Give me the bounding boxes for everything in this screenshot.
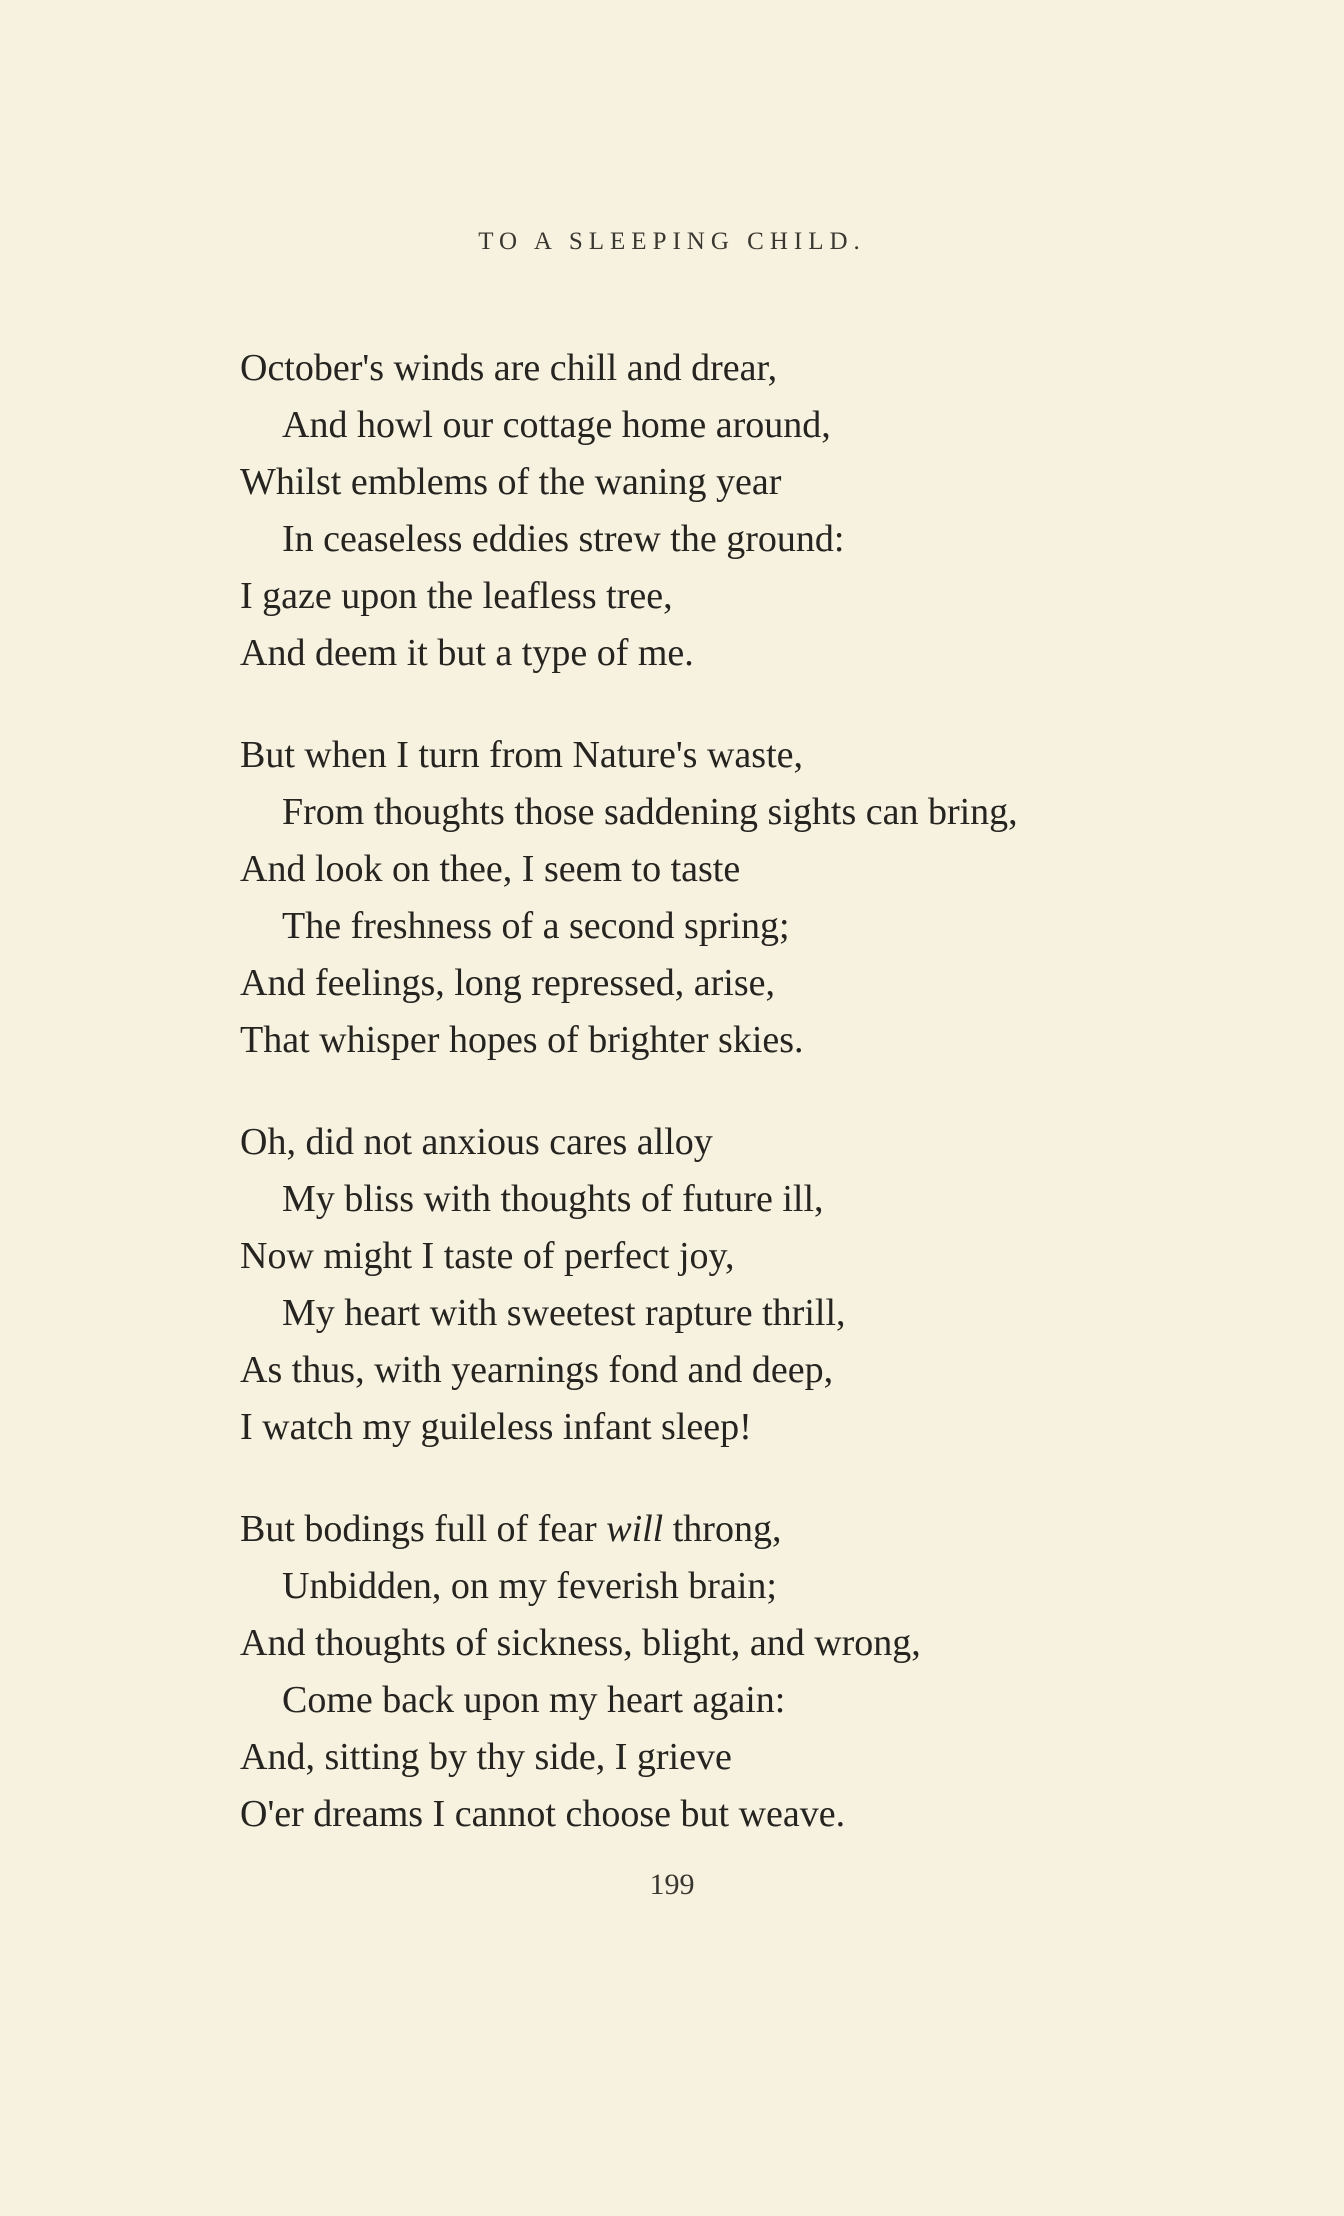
poem-line: In ceaseless eddies strew the ground: — [282, 518, 845, 560]
poem-line: My heart with sweetest rapture thrill, — [282, 1292, 846, 1334]
stanza-4 — [240, 1501, 1300, 1843]
poem-line-part: But bodings full of fear — [240, 1508, 607, 1550]
poem-line — [240, 1501, 1300, 1558]
poem-line: And howl our cottage home around, — [282, 404, 831, 446]
poem-line: Unbidden, on my feverish brain; — [282, 1565, 777, 1607]
poem-line: Whilst emblems of the waning year — [240, 461, 782, 503]
poem-line: That whisper hopes of brighter skies. — [240, 1019, 804, 1061]
stanza-1 — [240, 340, 1300, 682]
stanza-2 — [240, 727, 1300, 1069]
running-head: TO A SLEEPING CHILD. — [478, 228, 866, 255]
poem-line: My bliss with thoughts of future ill, — [282, 1178, 824, 1220]
poem-line: I gaze upon the leafless tree, — [240, 575, 673, 617]
poem-line: The freshness of a second spring; — [282, 905, 790, 947]
poem-line-part: throng, — [663, 1508, 782, 1550]
poem-line: And, sitting by thy side, I grieve — [240, 1736, 732, 1778]
poem-line: And deem it but a type of me. — [240, 632, 694, 674]
poem-line: From thoughts those saddening sights can bring, — [282, 791, 1018, 833]
page-number: 199 — [649, 1868, 695, 1901]
poem-line: As thus, with yearnings fond and deep, — [240, 1349, 834, 1391]
poem-line: And thoughts of sickness, blight, and wrong, — [240, 1622, 921, 1664]
poem-line: Now might I taste of perfect joy, — [240, 1235, 735, 1277]
poem-line: And look on thee, I seem to taste — [240, 848, 741, 890]
emphasized-word: will — [606, 1508, 664, 1550]
poem-line: But when I turn from Nature's waste, — [240, 734, 803, 776]
stanza-3 — [240, 1114, 1300, 1456]
poem-line: I watch my guileless infant sleep! — [240, 1406, 752, 1448]
poem-line: Oh, did not anxious cares alloy — [240, 1121, 713, 1163]
poem-line: October's winds are chill and drear, — [240, 347, 778, 389]
poem-line: O'er dreams I cannot choose but weave. — [240, 1793, 846, 1835]
poem — [240, 340, 1300, 1888]
poem-line: And feelings, long repressed, arise, — [240, 962, 776, 1004]
poem-line: Come back upon my heart again: — [282, 1679, 786, 1721]
